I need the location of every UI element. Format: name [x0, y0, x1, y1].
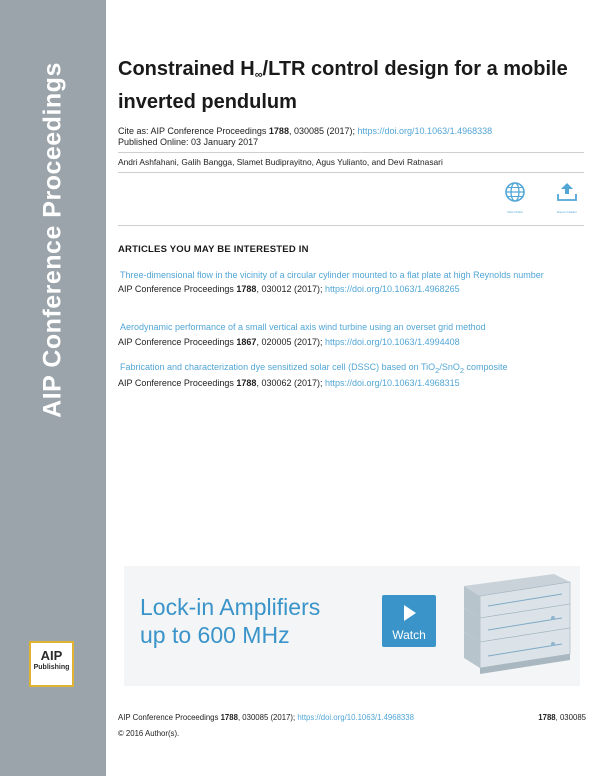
article-title: Constrained $H_\infty$/LTR control design for a mobile inverted pendulum — [118, 58, 568, 113]
divider — [118, 152, 584, 153]
advertisement-banner[interactable] — [124, 566, 580, 686]
related-article-title[interactable]: Aerodynamic performance of a small vertical axis wind turbine using an overset grid method — [120, 322, 486, 332]
play-icon — [399, 603, 419, 623]
watch-video-button[interactable] — [382, 595, 436, 647]
export-icon — [555, 181, 579, 203]
view-online-caption: View Online — [507, 210, 523, 214]
footer-doi-link[interactable]: https://doi.org/10.1063/1.4968338 — [297, 713, 414, 722]
logo-sub-text: Publishing — [33, 664, 70, 671]
related-article-citation: AIP Conference Proceedings 1788, 030062 (2017); https://doi.org/10.1063/1.4968315 — [118, 378, 460, 389]
amplifier-instrument-image — [458, 570, 574, 682]
published-date: Published Online: 03 January 2017 — [118, 137, 259, 147]
divider — [118, 225, 584, 226]
logo-main-text: AIP — [40, 648, 63, 663]
related-article-doi-link[interactable]: https://doi.org/10.1063/1.4968265 — [325, 283, 460, 294]
related-article-1 — [118, 270, 584, 295]
related-article-title[interactable]: Three-dimensional flow in the vicinity of a circular cylinder mounted to a flat plate at high Reynolds number — [120, 270, 544, 280]
footer-page-number: 1788, 030085 — [538, 713, 586, 722]
related-article-citation: AIP Conference Proceedings 1867, 020005 (2017); https://doi.org/10.1063/1.4994408 — [118, 336, 460, 347]
related-article-doi-link[interactable]: https://doi.org/10.1063/1.4994408 — [325, 336, 460, 347]
authors-list: Andri Ashfahani, Galih Bangga, Slamet Budiprayitno, Agus Yulianto, and Devi Ratnasari — [118, 157, 443, 167]
aip-publishing-logo[interactable] — [29, 641, 74, 687]
export-citation-caption: Export Citation — [557, 210, 577, 214]
related-article-3 — [118, 362, 584, 390]
globe-icon — [504, 181, 526, 203]
ad-headline: Lock-in Amplifiers up to 600 MHz — [140, 594, 321, 648]
journal-name: AIP Conference Proceedings — [38, 62, 67, 418]
related-article-2 — [118, 322, 584, 348]
related-article-citation: AIP Conference Proceedings 1788, 030012 (2017); https://doi.org/10.1063/1.4968265 — [118, 283, 460, 294]
watch-button-label: Watch — [392, 628, 426, 642]
view-online-button[interactable] — [500, 181, 530, 217]
footer-citation: AIP Conference Proceedings 1788, 030085 (2017); https://doi.org/10.1063/1.4968338 — [118, 713, 414, 722]
cite-as-line: Cite as: AIP Conference Proceedings 1788, 030085 (2017); https://doi.org/10.1063/1.4968338 — [118, 126, 493, 136]
journal-sidebar — [0, 0, 106, 776]
copyright: © 2016 Author(s). — [118, 729, 180, 738]
related-article-title[interactable]: Fabrication and characterization dye sensitized solar cell (DSSC) based on TiO$_2$/SnO$_2$ composite — [120, 362, 508, 375]
related-article-doi-link[interactable]: https://doi.org/10.1063/1.4968315 — [325, 378, 460, 389]
export-citation-button[interactable] — [552, 181, 582, 217]
divider — [118, 172, 584, 173]
article-doi-link[interactable]: https://doi.org/10.1063/1.4968338 — [357, 126, 493, 136]
related-articles-heading: ARTICLES YOU MAY BE INTERESTED IN — [118, 244, 309, 255]
